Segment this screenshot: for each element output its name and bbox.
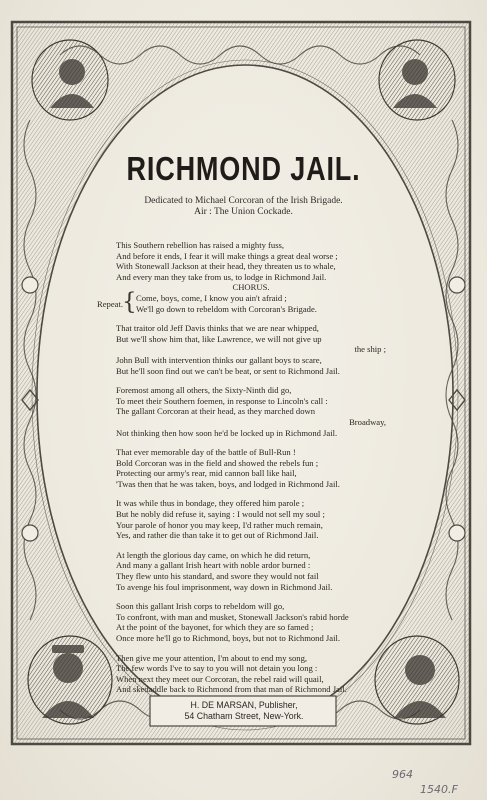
verse-line: The few words I've to say to you will not detain you long : [116,663,318,674]
verse-line: John Bull with intervention thinks our gallant boys to scare, [116,354,322,365]
verse-line: 'Twas then that he was taken, boys, and lodged in Richmond Jail. [116,478,340,489]
verse-line: But he nobly did refuse it, saying : I would not sell my soul ; [116,509,325,520]
verse-line: This Southern rebellion has raised a mighty fuss, [116,240,285,250]
song-title: RICHMOND JAIL. [126,150,361,187]
verse-line: And every man they take from us, to lodge in Richmond Jail. [116,271,327,282]
stanza-3 [116,385,386,438]
verse-line: Yes, and rather die than take it to get out of Richmond Jail. [116,530,319,541]
publisher-address: 54 Chatham Street, New-York. [184,711,304,721]
verse-line: Foremost among all others, the Sixty-Ninth did go, [116,385,292,396]
verse-line: But we'll show him that, like Lawrence, we will not give up [116,333,322,344]
verse-line: At the point of the bayonet, for which they are so famed ; [116,622,314,633]
verse-line: They flew unto his standard, and swore they would not fail [116,571,319,582]
verse-line: Then give me your attention, I'm about to end my song, [116,652,308,663]
song-verses [97,240,386,704]
verse-line: With Stonewall Jackson at their head, they threaten us to whale, [116,261,336,272]
stanza-6 [116,550,386,592]
verse-line: That ever memorable day of the battle of Bull-Run ! [116,447,296,458]
brace-icon: { [122,288,137,315]
verse-line: The gallant Corcoran at their head, as they marched down [116,406,316,417]
verse-line: At length the glorious day came, on which he did return, [116,549,311,560]
verse-line: And before it ends, I fear it will make things a great deal worse ; [116,250,338,261]
verse-line: Bold Corcoran was in the field and showed the rebels fun ; [116,457,319,468]
publisher-name: H. DE MARSAN, Publisher, [190,700,298,710]
stanza-8 [116,653,386,695]
verse-line: Protecting our army's rear, mid cannon ball like hail, [116,468,297,479]
repeat-label: Repeat. [97,298,124,309]
chorus-heading: CHORUS. [232,282,270,293]
chorus-block [97,288,386,315]
verse-line: Not thinking then how soon he'd be locked up in Richmond Jail. [116,427,338,438]
pencil-number: 964 [392,768,413,781]
verse-line: But he'll soon find out we can't be beat, or sent to Richmond Jail. [116,365,340,376]
chorus-line: Come, boys, come, I know you ain't afraid ; [136,292,287,303]
verse-line: And many a gallant Irish heart with noble ardor burned : [116,560,311,571]
verse-line: And skedaddle back to Richmond from that man of Richmond Jail. [116,684,347,695]
stanza-5 [116,498,386,540]
verse-line: Soon this gallant Irish corps to rebeldom will go, [116,601,285,612]
verse-line: To confront, with man and musket, Stonewall Jackson's rabid horde [116,611,349,622]
verse-line: Your parole of honor you may keep, I'd rather much remain, [116,519,323,530]
verse-line: To meet their Southern foemen, in response to Lincoln's call : [116,395,328,406]
dedication-line: Dedicated to Michael Corcoran of the Irish Brigade. [144,196,343,206]
chorus-line: We'll go down to rebeldom with Corcoran's Brigade. [136,303,317,314]
verse-line: That traitor old Jeff Davis thinks that we are near whipped, [116,323,319,334]
air-line: Air : The Union Cockade. [194,207,293,217]
verse-line-continuation: the ship ; [354,344,386,355]
pencil-catalog-number: 1540.F [420,783,458,796]
publisher-imprint [158,700,330,722]
stanza-7 [116,601,386,643]
verse-line: When next they meet our Corcoran, the rebel raid will quail, [116,673,324,684]
verse-line: It was while thus in bondage, they offered him parole ; [116,498,305,509]
verse-line: To avenge his foul imprisonment, way down in Richmond Jail. [116,581,333,592]
stanza-4 [116,447,386,489]
stanza-2 [116,323,386,376]
stanza-1 [97,240,386,315]
verse-line-continuation: Broadway, [349,416,386,427]
verse-line: Once more he'll go to Richmond, boys, but not to Richmond Jail. [116,633,341,643]
